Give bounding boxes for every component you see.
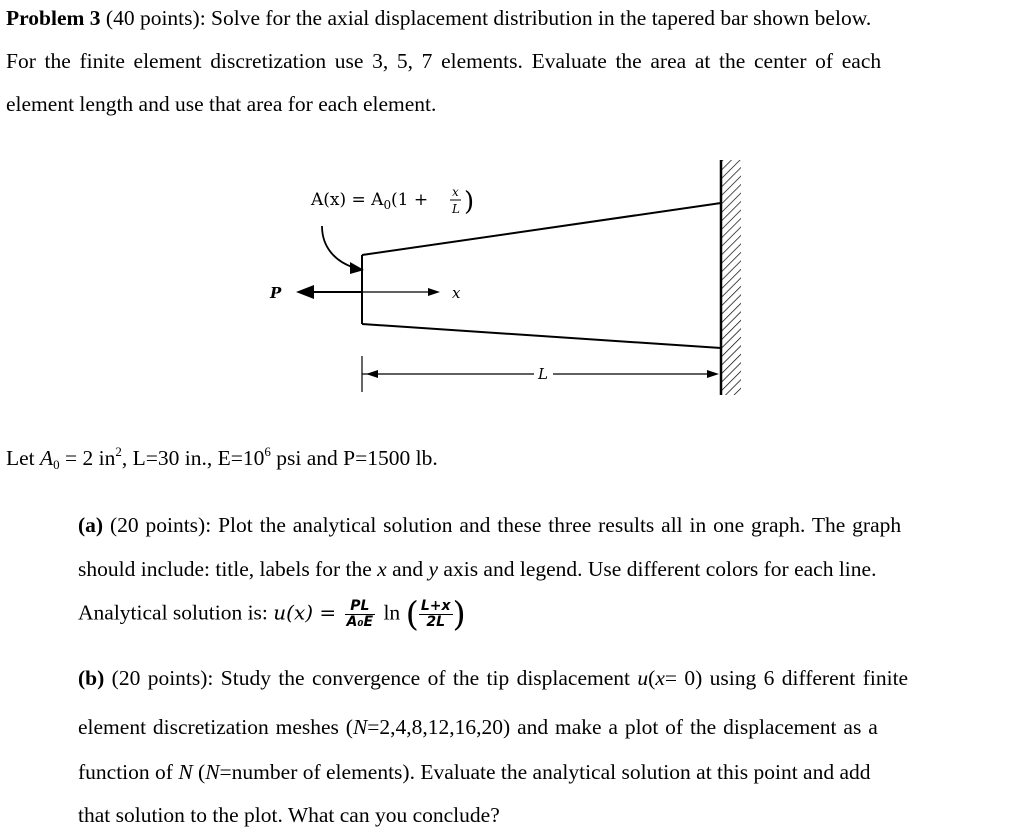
axis-label: x	[452, 284, 461, 302]
part-b-points: (20 points)	[111, 666, 208, 690]
part-a-text-2a: should include: title, labels for the	[78, 557, 378, 581]
problem-line-2: For the finite element discretization use 3, 5, 7 elements. Evaluate the area at the center of each	[6, 49, 882, 73]
x-axis-arrow	[362, 288, 440, 296]
area-formula-close: )	[464, 187, 475, 217]
length-dimension	[362, 356, 712, 392]
part-a-line-2	[78, 557, 876, 582]
part-a-text-2b: and	[386, 557, 429, 581]
givens-area-value: = 2 in	[59, 446, 116, 470]
area-frac-num: x	[452, 185, 459, 199]
givens-length-modulus: , L=30 in., E=10	[121, 446, 265, 470]
part-b-text-3a: function of	[78, 760, 179, 784]
part-b-text-3c: =number of elements). Evaluate the analytical solution at this point and add	[219, 760, 871, 784]
part-a-label: (a)	[78, 513, 104, 537]
area-formula-lhs: A(x) = A	[311, 190, 384, 210]
part-b-text-1c: = 0) using 6 different finite	[664, 666, 909, 690]
givens-line	[6, 446, 438, 471]
part-b-text-3b: (	[192, 760, 206, 784]
length-label: L	[538, 365, 548, 383]
analytical-solution-line: Analytical solution is: u(x) = $\frac{PL}{\text{A₀E}}$ ln ( $\frac{L+x}{2L}$ )	[78, 594, 466, 635]
load-label: P	[270, 284, 282, 302]
part-b-line-3	[78, 760, 871, 785]
frac1-num: PL	[345, 599, 376, 615]
frac2-den: 2L	[426, 614, 445, 630]
part-b-line-2	[78, 715, 878, 740]
area-leader-arrow	[322, 226, 355, 268]
problem-line-3: element length and use that area for each element.	[6, 92, 437, 116]
problem-heading: Problem 3	[6, 6, 101, 30]
part-b-line-4: that solution to the plot. What can you conclude?	[78, 803, 500, 827]
part-b-text-2a: element discretization meshes (	[78, 715, 353, 739]
analytical-ln: ln	[383, 600, 401, 625]
frac1-den: A₀E	[346, 614, 374, 630]
part-b-n: N	[352, 715, 368, 739]
load-arrow	[296, 285, 362, 299]
givens-prefix: Let	[6, 446, 41, 470]
area-formula-open: (1 +	[391, 190, 429, 210]
givens-tail: psi and P=1500 lb.	[270, 446, 438, 470]
part-a-points: (20 points)	[109, 513, 206, 537]
fixed-wall	[721, 160, 741, 395]
part-b-line-1	[78, 666, 908, 691]
givens-area-exp: 2	[115, 444, 122, 459]
part-a-text-2c: axis and legend. Use different colors for each line.	[438, 557, 877, 581]
part-a-x: x	[377, 557, 387, 581]
problem-points: (40 points)	[105, 6, 200, 30]
area-formula	[310, 190, 391, 212]
givens-area-symbol: A	[40, 446, 54, 470]
problem-statement-1: : Solve for the axial displacement distribution in the tapered bar shown below.	[199, 6, 872, 30]
frac2-num: L+x	[420, 598, 451, 614]
part-b-text-1b: (	[648, 666, 656, 690]
analytical-frac-1	[345, 599, 376, 630]
part-b-n-3: N	[205, 760, 220, 784]
part-b-text-2b: =2,4,8,12,16,20) and make a plot of the displacement as a	[367, 715, 878, 739]
givens-modulus-exp: 6	[264, 444, 271, 459]
part-b-u: u	[637, 666, 649, 690]
area-frac-den: L	[452, 202, 460, 216]
givens-area-sub: 0	[53, 457, 60, 472]
part-b-n-2: N	[178, 760, 193, 784]
part-b-x: x	[655, 666, 665, 690]
analytical-frac-2	[419, 599, 453, 630]
part-b-label: (b)	[78, 666, 105, 690]
area-formula-sub: 0	[383, 198, 392, 212]
analytical-u-expr: u(x) =	[273, 600, 337, 625]
part-a-y: y	[428, 557, 439, 581]
part-a-line-1	[78, 513, 901, 538]
bar-outline	[362, 203, 721, 348]
analytical-label: Analytical solution is:	[78, 600, 274, 625]
part-b-text-1a: : Study the convergence of the tip displacement	[207, 666, 638, 690]
part-a-text-1: : Plot the analytical solution and these three results all in one graph. The graph	[205, 513, 902, 537]
